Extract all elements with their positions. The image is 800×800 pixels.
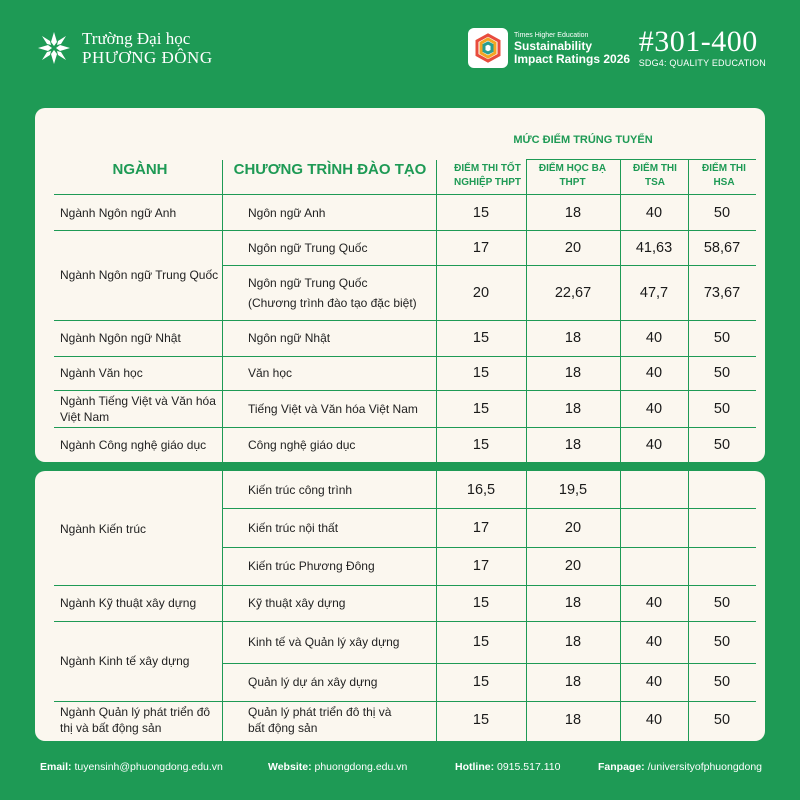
program-cell: Ngôn ngữ Nhật [248,331,331,345]
major-cell [60,391,216,427]
major-cell: Ngành Văn học [60,366,143,380]
col-header-major: NGÀNH [112,161,168,178]
score-cell-thpt: 16,5 [466,482,496,498]
footer-website-label: Website: [268,761,312,773]
footer-hotline [455,761,560,773]
score-cell-tsa: 40 [645,401,663,417]
the-title-line1: Sustainability [514,38,593,53]
major-cell-line2: thị và bất động sản [60,721,162,735]
score-cell-hocba: 18 [564,595,582,611]
rank-number: #301-400 [638,25,758,58]
major-cell [60,701,210,739]
score-cell-tsa: 40 [645,205,663,221]
score-cell-hsa: 50 [713,634,731,650]
major-cell: Ngành Công nghệ giáo dục [60,438,207,452]
score-cell-tsa: 40 [645,712,663,728]
footer-hotline-label: Hotline: [455,761,495,773]
major-cell: Ngành Ngôn ngữ Nhật [60,331,181,345]
col-header-tsa [622,162,688,190]
score-cell-hocba: 18 [564,634,582,650]
program-cell: Kiến trúc Phương Đông [248,559,375,573]
footer-email-value[interactable]: tuyensinh@phuongdong.edu.vn [74,761,223,773]
school-name-line2: PHƯƠNG ĐÔNG [82,48,213,67]
score-cell-hocba: 18 [564,712,582,728]
major-cell: Ngành Kinh tế xây dựng [60,654,190,668]
program-cell: Quản lý dự án xây dựng [248,675,378,689]
score-cell-hsa: 50 [713,401,731,417]
the-logo-icon [468,28,508,68]
program-cell: Ngôn ngữ Anh [248,206,326,220]
score-cell-hocba: 20 [564,239,582,256]
score-cell-tsa: 40 [645,634,663,650]
score-cell-hsa [688,547,756,585]
score-cell-hsa: 50 [713,595,731,611]
program-cell: Ngôn ngữ Trung Quốc [248,240,368,255]
footer-website-value[interactable]: phuongdong.edu.vn [314,761,408,773]
score-cell-hsa [688,508,756,547]
col-header-hsa [690,162,758,190]
score-group-header: MỨC ĐIỂM TRÚNG TUYỂN [513,134,653,146]
col-header-hocba-line2: THPT [559,177,586,188]
score-cell-thpt: 20 [472,285,490,301]
score-cell-tsa: 47,7 [639,285,669,301]
program-cell: Kỹ thuật xây dựng [248,596,346,610]
major-cell-line1: Ngành Tiếng Việt và Văn hóa [60,394,216,408]
score-cell-thpt: 15 [472,712,490,728]
the-ranking-badge [468,28,630,68]
score-cell-thpt: 17 [472,519,490,536]
major-cell: Ngành Ngôn ngữ Anh [60,206,177,220]
score-cell-hocba: 19,5 [558,482,588,498]
score-cell-hsa: 50 [713,205,731,221]
footer-email [40,761,223,773]
school-brand [34,28,213,68]
program-cell: Văn học [248,366,293,380]
rank-block [639,26,766,69]
col-header-hocba [525,162,620,190]
col-header-hsa-line2: HSA [713,177,735,188]
program-cell [248,266,417,320]
score-cell-tsa: 40 [645,330,663,346]
score-cell-hsa: 50 [713,365,731,381]
score-cell-thpt: 15 [472,330,490,346]
program-cell: Công nghệ giáo dục [248,438,356,452]
score-cell-hsa: 50 [713,437,731,453]
program-cell-line2: bất động sản [248,721,318,735]
score-cell-thpt: 15 [472,674,490,690]
score-cell-tsa: 40 [645,365,663,381]
col-header-hsa-line1: ĐIỂM THI [702,163,746,174]
major-cell: Ngành Kỹ thuật xây dựng [60,596,197,610]
score-cell-hocba: 18 [564,205,582,221]
score-cell-hsa: 50 [713,712,731,728]
program-cell: Kiến trúc nội thất [248,520,339,535]
score-cell-tsa: 40 [645,595,663,611]
score-cell-thpt: 17 [472,558,490,574]
program-cell-line1: Quản lý phát triển đô thị và [248,705,392,719]
score-cell-hocba: 18 [564,437,582,453]
program-cell-line1: Ngôn ngữ Trung Quốc [248,276,368,290]
score-cell-tsa [620,547,688,585]
score-cell-tsa: 41,63 [635,239,673,256]
score-cell-tsa [620,472,688,508]
program-cell-line2: (Chương trình đào tạo đặc biệt) [248,296,417,310]
score-cell-thpt: 15 [472,365,490,381]
footer-fanpage-label: Fanpage: [598,761,645,773]
score-cell-hocba: 20 [564,519,582,536]
major-cell-line1: Ngành Quản lý phát triển đô [60,705,211,719]
score-cell-hocba: 18 [564,330,582,346]
score-cell-hsa [688,472,756,508]
score-cell-hsa: 58,67 [703,239,741,256]
col-header-program: CHƯƠNG TRÌNH ĐÀO TẠO [233,161,427,178]
score-cell-hocba: 20 [564,558,582,574]
score-cell-thpt: 15 [472,401,490,417]
score-cell-hocba: 18 [564,365,582,381]
major-cell-line2: Việt Nam [60,410,110,424]
the-title-line2: Impact Ratings 2026 [514,51,631,66]
score-cell-hsa: 50 [713,330,731,346]
program-cell [248,701,391,739]
col-header-hocba-line1: ĐIỂM HỌC BẠ [538,163,607,174]
footer-fanpage-value[interactable]: /universityofphuongdong [647,761,763,773]
score-cell-thpt: 15 [472,437,490,453]
score-cell-hocba: 22,67 [554,285,592,301]
score-cell-thpt: 15 [472,634,490,650]
col-header-thpt [440,162,535,190]
col-header-tsa-line1: ĐIỂM THI [633,163,677,174]
score-cell-thpt: 17 [472,239,490,256]
col-header-thpt-line2: NGHIỆP THPT [453,177,522,188]
rank-subtitle: SDG4: QUALITY EDUCATION [638,58,766,68]
col-header-thpt-line1: ĐIỂM THI TỐT [454,163,521,174]
footer-email-label: Email: [40,761,72,773]
major-cell: Ngành Ngôn ngữ Trung Quốc [60,268,219,282]
footer-fanpage [598,761,762,773]
school-logo-icon [34,28,74,68]
program-cell: Kiến trúc công trình [248,483,353,497]
footer-website [268,761,407,773]
major-cell: Ngành Kiến trúc [60,521,147,536]
score-cell-tsa [620,508,688,547]
score-cell-tsa: 40 [645,674,663,690]
school-name-line1: Trường Đại học [82,29,191,48]
score-cell-thpt: 15 [472,595,490,611]
the-publisher: Times Higher Education [514,31,589,39]
score-cell-thpt: 15 [472,205,490,221]
program-cell: Kinh tế và Quản lý xây dựng [248,635,400,649]
score-cell-hsa: 50 [713,674,731,690]
program-cell: Tiếng Việt và Văn hóa Việt Nam [248,402,418,416]
footer-hotline-value[interactable]: 0915.517.110 [497,761,561,773]
score-cell-tsa: 40 [645,437,663,453]
score-cell-hocba: 18 [564,401,582,417]
score-cell-hocba: 18 [564,674,582,690]
score-cell-hsa: 73,67 [703,285,741,301]
col-header-tsa-line2: TSA [645,177,665,188]
